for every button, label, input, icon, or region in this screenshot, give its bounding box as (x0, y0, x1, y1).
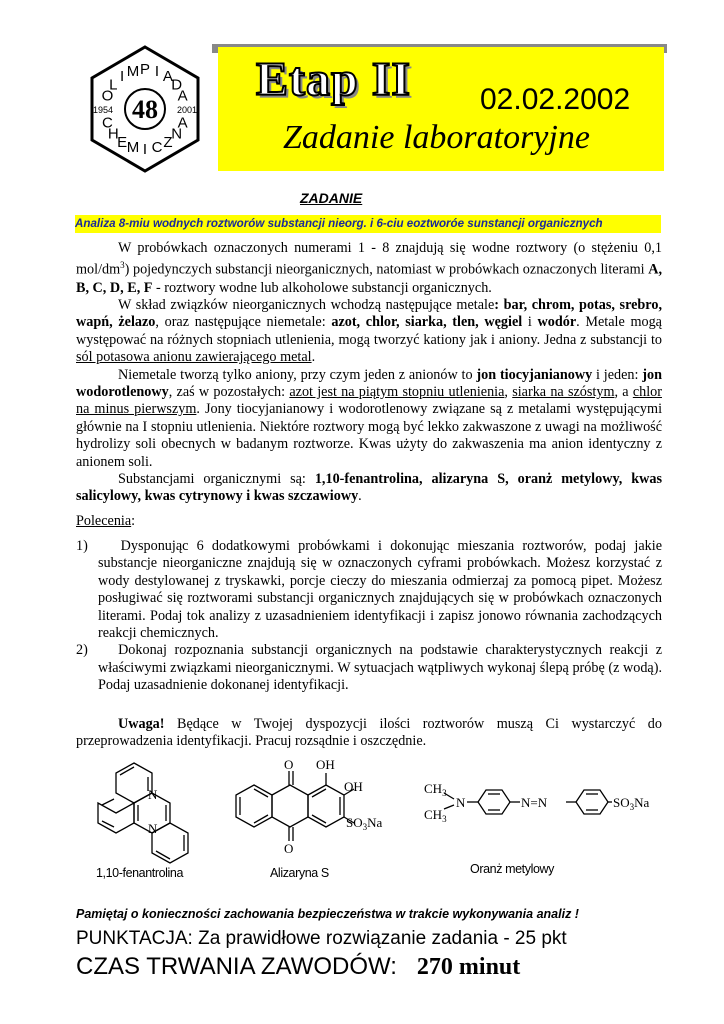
logo-letter: L (109, 76, 118, 94)
paragraph-3: Niemetale tworzą tylko aniony, przy czym jeden z anionów to jon tiocyjanianowy i jeden: jon wodorotlenowy, zaś w pozostałych: azot jest na piątym stopniu utlenienia, siarka na szóstym, a chlor na minus pierwszym. Jony tiocyjanianowy i wodorotlenowy związane są z metalami występującymi głównie na I stopniu utlenienia. Niektóre roztwory mogą być lekko zakwaszone z uwagi na możliwość hydrolizy soli obecnych w badanym roztworze. Kwas użyty do zakwaszenia ma anion identyczny z anionem soli. (76, 366, 663, 470)
logo-letter: M (126, 139, 140, 157)
logo-letter: C (101, 114, 113, 132)
logo-letter: H (107, 125, 119, 143)
phen-caption: 1,10-fenantrolina (96, 866, 184, 880)
logo-letter: C (151, 139, 163, 157)
aliz-oh1: OH (316, 757, 335, 772)
phen-n2: N (148, 821, 158, 836)
olympiad-logo (80, 44, 210, 174)
mo-n: N (456, 795, 466, 810)
mo-so3na: $SO_3Na$ (613, 795, 650, 812)
logo-letter: N (171, 125, 183, 143)
logo-letter: A (177, 114, 188, 132)
task-banner: Analiza 8-miu wodnych roztworów substancji nieorg. i 6-ciu eoztworóe sunstancji organicznych (75, 215, 661, 233)
section-title: ZADANIE (300, 190, 363, 206)
date: 02.02.2002 (480, 83, 631, 116)
instructions-list (76, 538, 662, 695)
instruction-item-1: 1) Dysponując 6 dodatkowymi probówkami i dokonując mieszania roztworów, podaj jakie substancje nieorganiczne znajdują się w oznaczonych cyframi probówkach. Możesz korzystać z wody destylowanej z tryskawki, porcje cieczy do mieszania odmierzaj za pomocą pipet. Możesz posługiwać się roztworami substancji organicznych znajdujących się w probówkach oznaczonych literami. Podaj tok analizy z uzasadnieniem identyfikacji i zapisz jonowo równania zachodzących reakcji chemicznych. (76, 538, 663, 642)
logo-letter: P (139, 61, 151, 78)
phenanthroline-structure (98, 763, 188, 863)
logo-letter: I (120, 68, 125, 86)
logo-letter: M (126, 62, 140, 80)
paragraph-4: Substancjami organicznymi są: 1,10-fenantrolina, alizaryna S, oranż metylowy, kwas salicylowy, kwas cytrynowy i kwas szczawiowy. (76, 471, 663, 505)
duration: CZAS TRWANIA ZAWODÓW: 270 minut (76, 953, 521, 980)
mo-azo: N=N (521, 795, 548, 810)
mo-caption: Oranż metylowy (470, 862, 555, 876)
subtitle: Zadanie laboratoryjne (283, 119, 590, 156)
scoring: PUNKTACJA: Za prawidłowe rozwiązanie zadania - 25 pkt (76, 928, 567, 949)
logo-number: 48 (132, 95, 158, 124)
task-description (76, 240, 662, 506)
logo-year-right: 2001 (176, 105, 198, 115)
logo-letter: A (177, 87, 188, 105)
logo-letter: O (101, 87, 114, 105)
mo-ch3-top: $CH_3$ (424, 781, 447, 798)
aliz-o1: O (284, 757, 294, 772)
logo-letter: D (171, 76, 183, 94)
logo-year-left: 1954 (92, 105, 114, 115)
stage-title: Etap II (256, 53, 412, 106)
instruction-item-2: 2) Dokonaj rozpoznania substancji organicznych na podstawie charakterystycznych reakcji z właściwymi związkami nieorganicznymi. W sytuacjach wątpliwych wykonaj ślepą próbę (z wodą). Podaj uzasadnienie dokonanej identyfikacji. (76, 642, 663, 694)
logo-letter: I (154, 62, 160, 80)
paragraph-2: W skład związków nieorganicznych wchodzą następujące metale: bar, chrom, potas, srebro, wapń, żelazo, oraz następujące niemetale: azot, chlor, siarka, tlen, węgiel i wodór. Metale mogą występować na różnych stopniach utlenienia, mogą tworzyć kationy jak i aniony. Jedna z substancji to sól potasowa anionu zawierającego metal. (76, 296, 662, 366)
alizarin-structure (236, 771, 354, 841)
chemical-structures (76, 755, 676, 885)
paragraph-1: W probówkach oznaczonych numerami 1 - 8 znajdują się wodne roztwory (o stężeniu 0,1 mol/$dm^3$) pojedynczych substancji nieorganicznych, natomiast w probówkach oznaczonych literami A, B, C, D, E, F - roztwory wodne lub alkoholowe substancji organicznych. (76, 240, 662, 296)
logo-letter: A (162, 68, 173, 86)
aliz-so3na: $SO_3Na$ (346, 815, 383, 832)
aliz-o2: O (284, 841, 294, 856)
logo-letter: E (117, 133, 128, 151)
mo-ch3-bottom: $CH_3$ (424, 807, 447, 824)
polecenia-heading: Polecenia: (76, 513, 136, 529)
aliz-oh2: OH (344, 779, 363, 794)
aliz-caption: Alizaryna S (270, 866, 329, 880)
logo-letter: Z (163, 133, 173, 151)
phen-n1: N (148, 787, 158, 802)
logo-letter: I (142, 141, 148, 158)
safety-warning: Pamiętaj o konieczności zachowania bezpieczeństwa w trakcie wykonywania analiz ! (76, 907, 579, 921)
note: Uwaga! Będące w Twojej dyspozycji ilości roztworów muszą Ci wystarczyć do przeprowadzenia identyfikacji. Pracuj rozsądnie i oszczędnie. (76, 716, 662, 750)
